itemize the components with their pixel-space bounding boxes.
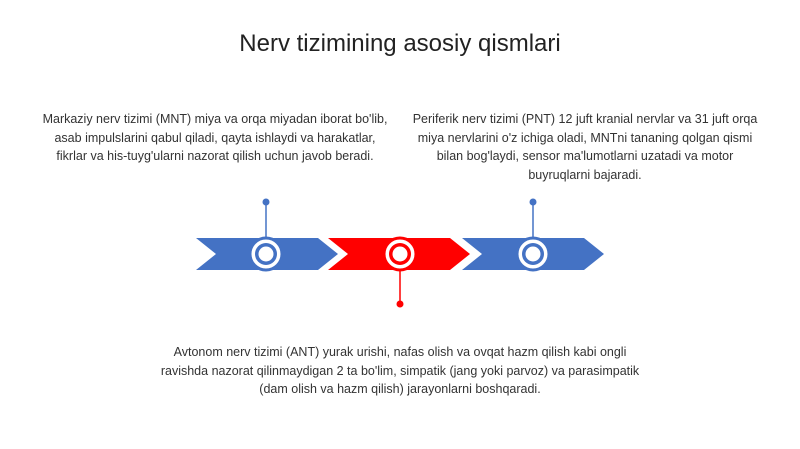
connector-dot-right: [530, 199, 537, 206]
pns-description: Periferik nerv tizimi (PNT) 12 juft kranial nervlar va 31 juft orqa miya nervlarini o'z ichiga oladi, MNTni tananing qolgan qismi bilan bog'laydi, sensor ma'lumotlarni uzatadi va motor buyruqlarni bajaradi.: [412, 112, 758, 182]
connector-dot-left: [263, 199, 270, 206]
slide-title: Nerv tizimining asosiy qismlari: [239, 30, 561, 57]
milestone-hole-right: [526, 247, 541, 262]
ans-description: Avtonom nerv tizimi (ANT) yurak urishi, nafas olish va ovqat hazm qilish kabi ongli ravishda nazorat qilinmaydigan 2 ta bo'lim, simpatik (jang yoki parvoz) va parasimpatik (dam olish va hazm qilish) jarayonlarni boshqaradi.: [160, 345, 640, 396]
cns-description: Markaziy nerv tizimi (MNT) miya va orqa miyadan iborat bo'lib, asab impulslarini qabul qiladi, qayta ishlaydi va harakatlar, fikrlar va his-tuyg'ularni nazorat qilish uchun javob beradi.: [42, 112, 388, 163]
connector-dot-bottom: [397, 301, 404, 308]
milestone-hole-center: [393, 247, 408, 262]
milestone-hole-left: [259, 247, 274, 262]
